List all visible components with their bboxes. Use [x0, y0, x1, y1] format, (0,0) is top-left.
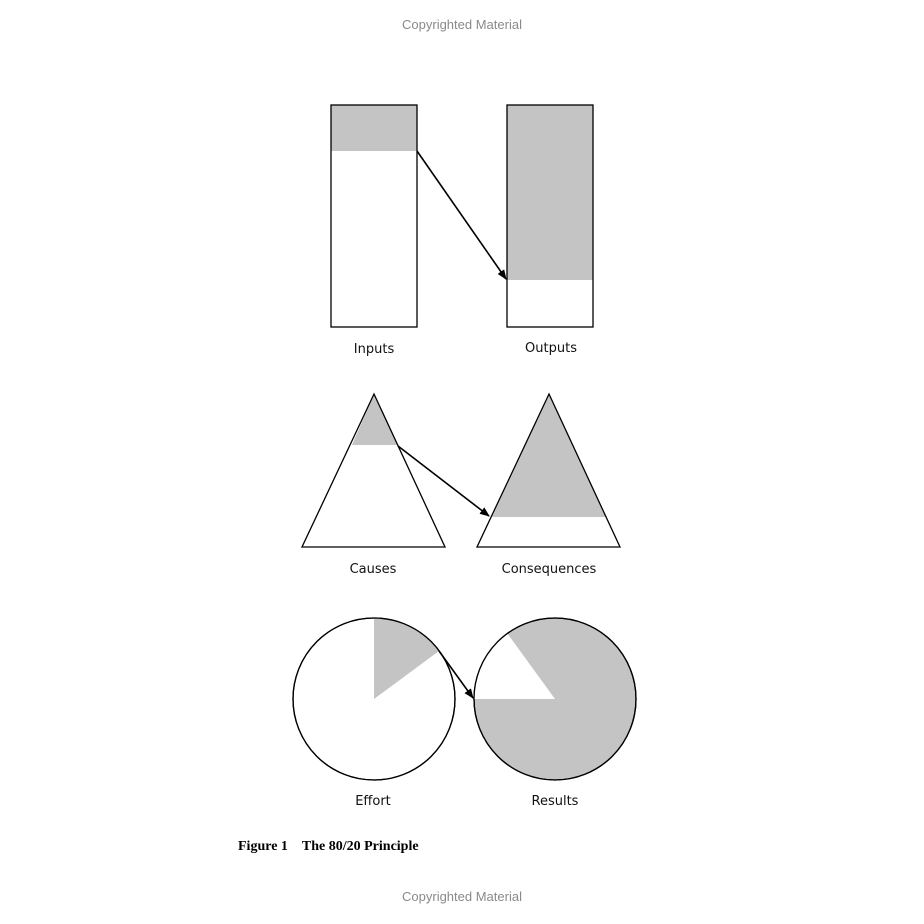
effort-label: Effort	[355, 794, 391, 809]
figure-number: Figure 1	[238, 839, 288, 854]
inputs-bar	[331, 105, 417, 327]
results-pie	[474, 618, 636, 780]
consequences-triangle	[477, 394, 620, 547]
causes-label: Causes	[349, 562, 397, 577]
causes-consequences-arrow	[398, 446, 489, 516]
figure-title: The 80/20 Principle	[301, 839, 419, 854]
consequences-label: Consequences	[501, 562, 597, 577]
figure-caption	[238, 839, 419, 855]
watermark-bottom: Copyrighted Material	[402, 889, 522, 904]
causes-triangle	[302, 394, 445, 547]
effort-pie	[293, 618, 455, 780]
outputs-label: Outputs	[525, 341, 577, 356]
watermark-top: Copyrighted Material	[402, 17, 522, 32]
outputs-bar	[507, 105, 593, 327]
inputs-outputs-arrow	[417, 151, 506, 279]
results-label: Results	[531, 794, 579, 809]
inputs-label: Inputs	[353, 342, 395, 357]
